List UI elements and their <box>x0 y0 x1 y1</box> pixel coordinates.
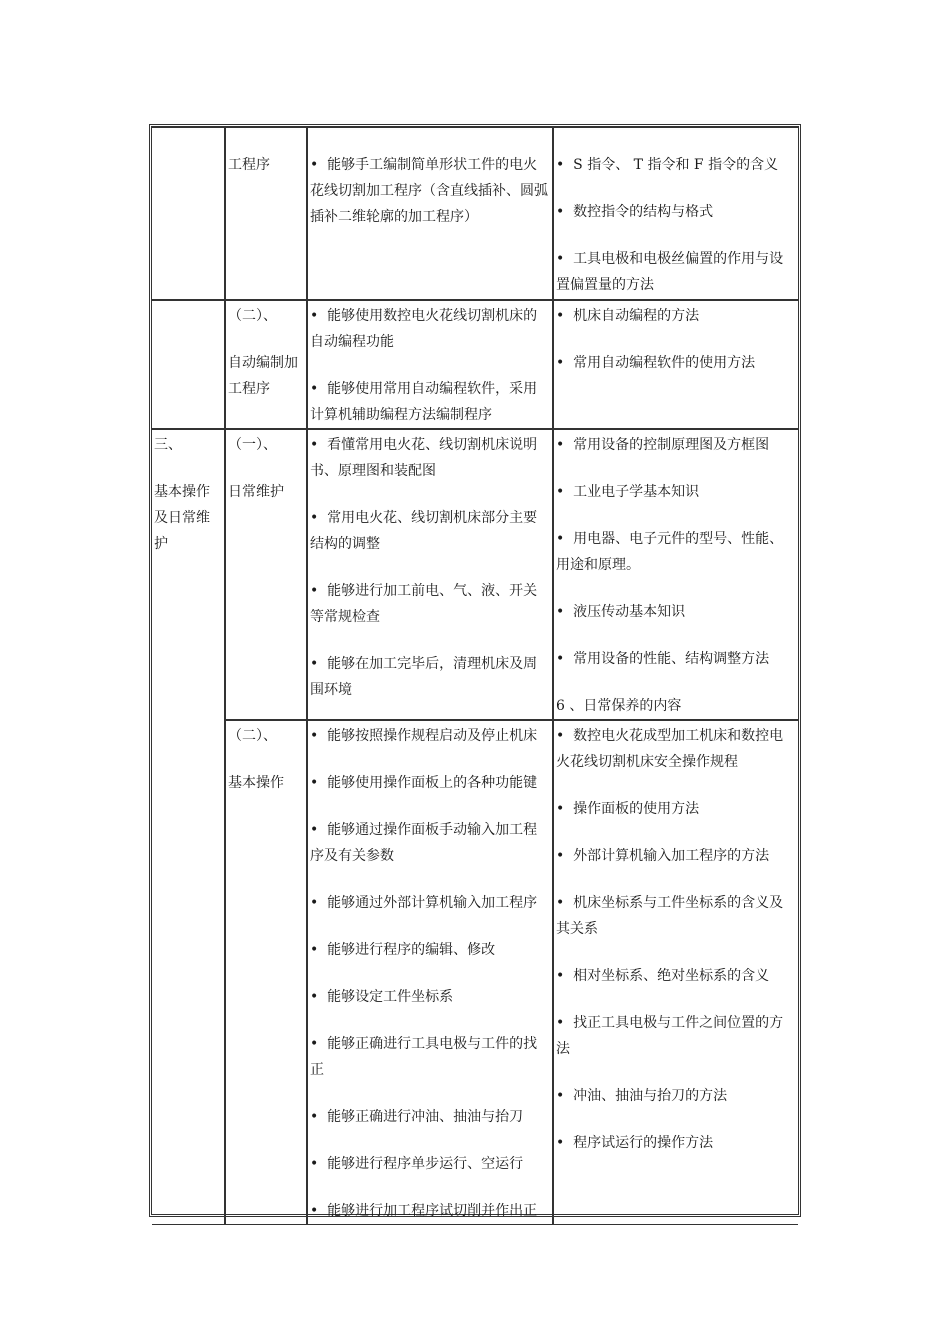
skill-item: • 看懂常用电火花、线切割机床说明书、原理图和装配图 <box>310 432 550 484</box>
skill-item: • 能够通过外部计算机输入加工程序 <box>310 890 550 916</box>
subcategory-title: 日常维护 <box>228 484 284 500</box>
knowledge-cell <box>553 720 798 1225</box>
skills-table-grid <box>152 127 798 1225</box>
category-cell <box>152 127 225 300</box>
category-title: 基本操作及日常维护 <box>154 484 210 552</box>
knowledge-item: • 相对坐标系、绝对坐标系的含义 <box>556 963 796 989</box>
knowledge-cell <box>553 429 798 720</box>
category-number: 三、 <box>154 437 182 453</box>
subcategory-text: 工程序 <box>228 157 270 173</box>
knowledge-item: • S 指令、 T 指令和 F 指令的含义 <box>556 152 796 178</box>
knowledge-cell <box>553 300 798 429</box>
table-row <box>152 127 798 300</box>
skill-item: • 能够正确进行工具电极与工件的找正 <box>310 1031 550 1083</box>
category-cell <box>152 429 225 1225</box>
skill-cell <box>307 300 553 429</box>
subcategory-title: 自动编制加工程序 <box>228 355 298 397</box>
skill-item: • 能够设定工件坐标系 <box>310 984 550 1010</box>
knowledge-item: • 外部计算机输入加工程序的方法 <box>556 843 796 869</box>
knowledge-item: • 机床自动编程的方法 <box>556 303 796 329</box>
subcategory-cell <box>225 127 307 300</box>
table-row <box>152 720 798 1225</box>
skill-item: • 能够正确进行冲油、抽油与抬刀 <box>310 1104 550 1130</box>
subcategory-number: （二）、 <box>228 308 277 324</box>
knowledge-item: • 冲油、抽油与抬刀的方法 <box>556 1083 796 1109</box>
skill-item: • 能够按照操作规程启动及停止机床 <box>310 723 550 749</box>
subcategory-title: 基本操作 <box>228 775 284 791</box>
knowledge-item: • 数控电火花成型加工机床和数控电火花线切割机床安全操作规程 <box>556 723 796 775</box>
subcategory-number: （一）、 <box>228 437 277 453</box>
knowledge-item: • 数控指令的结构与格式 <box>556 199 796 225</box>
skill-cell <box>307 127 553 300</box>
subcategory-cell <box>225 429 307 720</box>
skill-cell <box>307 720 553 1225</box>
skills-table <box>149 124 801 1217</box>
skill-item: • 能够使用操作面板上的各种功能键 <box>310 770 550 796</box>
knowledge-item: • 常用自动编程软件的使用方法 <box>556 350 796 376</box>
knowledge-item: • 常用设备的控制原理图及方框图 <box>556 432 796 458</box>
knowledge-item: • 操作面板的使用方法 <box>556 796 796 822</box>
knowledge-item: • 常用设备的性能、结构调整方法 <box>556 646 796 672</box>
skill-item: • 能够手工编制简单形状工件的电火花线切割加工程序（含直线插补、圆弧插补二维轮廓的加工程序） <box>310 152 550 230</box>
skill-item: • 常用电火花、线切割机床部分主要结构的调整 <box>310 505 550 557</box>
knowledge-item: • 找正工具电极与工件之间位置的方法 <box>556 1010 796 1062</box>
knowledge-item: • 机床坐标系与工件坐标系的含义及其关系 <box>556 890 796 942</box>
skill-item: • 能够使用常用自动编程软件，采用计算机辅助编程方法编制程序 <box>310 376 550 428</box>
knowledge-item: • 工具电极和电极丝偏置的作用与设置偏置量的方法 <box>556 246 796 298</box>
knowledge-item: • 用电器、电子元件的型号、性能、用途和原理。 <box>556 526 796 578</box>
skill-item: • 能够使用数控电火花线切割机床的自动编程功能 <box>310 303 550 355</box>
knowledge-item: • 工业电子学基本知识 <box>556 479 796 505</box>
knowledge-cell <box>553 127 798 300</box>
knowledge-item: • 液压传动基本知识 <box>556 599 796 625</box>
skill-item: • 能够在加工完毕后，清理机床及周围环境 <box>310 651 550 703</box>
skill-item: • 能够进行程序单步运行、空运行 <box>310 1151 550 1177</box>
category-cell <box>152 300 225 429</box>
skill-cell <box>307 429 553 720</box>
skill-item: • 能够进行加工程序试切削并作出正 <box>310 1198 550 1224</box>
skill-item: • 能够通过操作面板手动输入加工程序及有关参数 <box>310 817 550 869</box>
subcategory-cell <box>225 720 307 1225</box>
table-row <box>152 429 798 720</box>
table-row <box>152 300 798 429</box>
skill-item: • 能够进行加工前电、气、液、开关等常规检查 <box>310 578 550 630</box>
subcategory-number: （二）、 <box>228 728 277 744</box>
knowledge-item: • 程序试运行的操作方法 <box>556 1130 796 1156</box>
knowledge-item-numbered: 6 、日常保养的内容 <box>556 698 682 714</box>
subcategory-cell <box>225 300 307 429</box>
skill-item: • 能够进行程序的编辑、修改 <box>310 937 550 963</box>
